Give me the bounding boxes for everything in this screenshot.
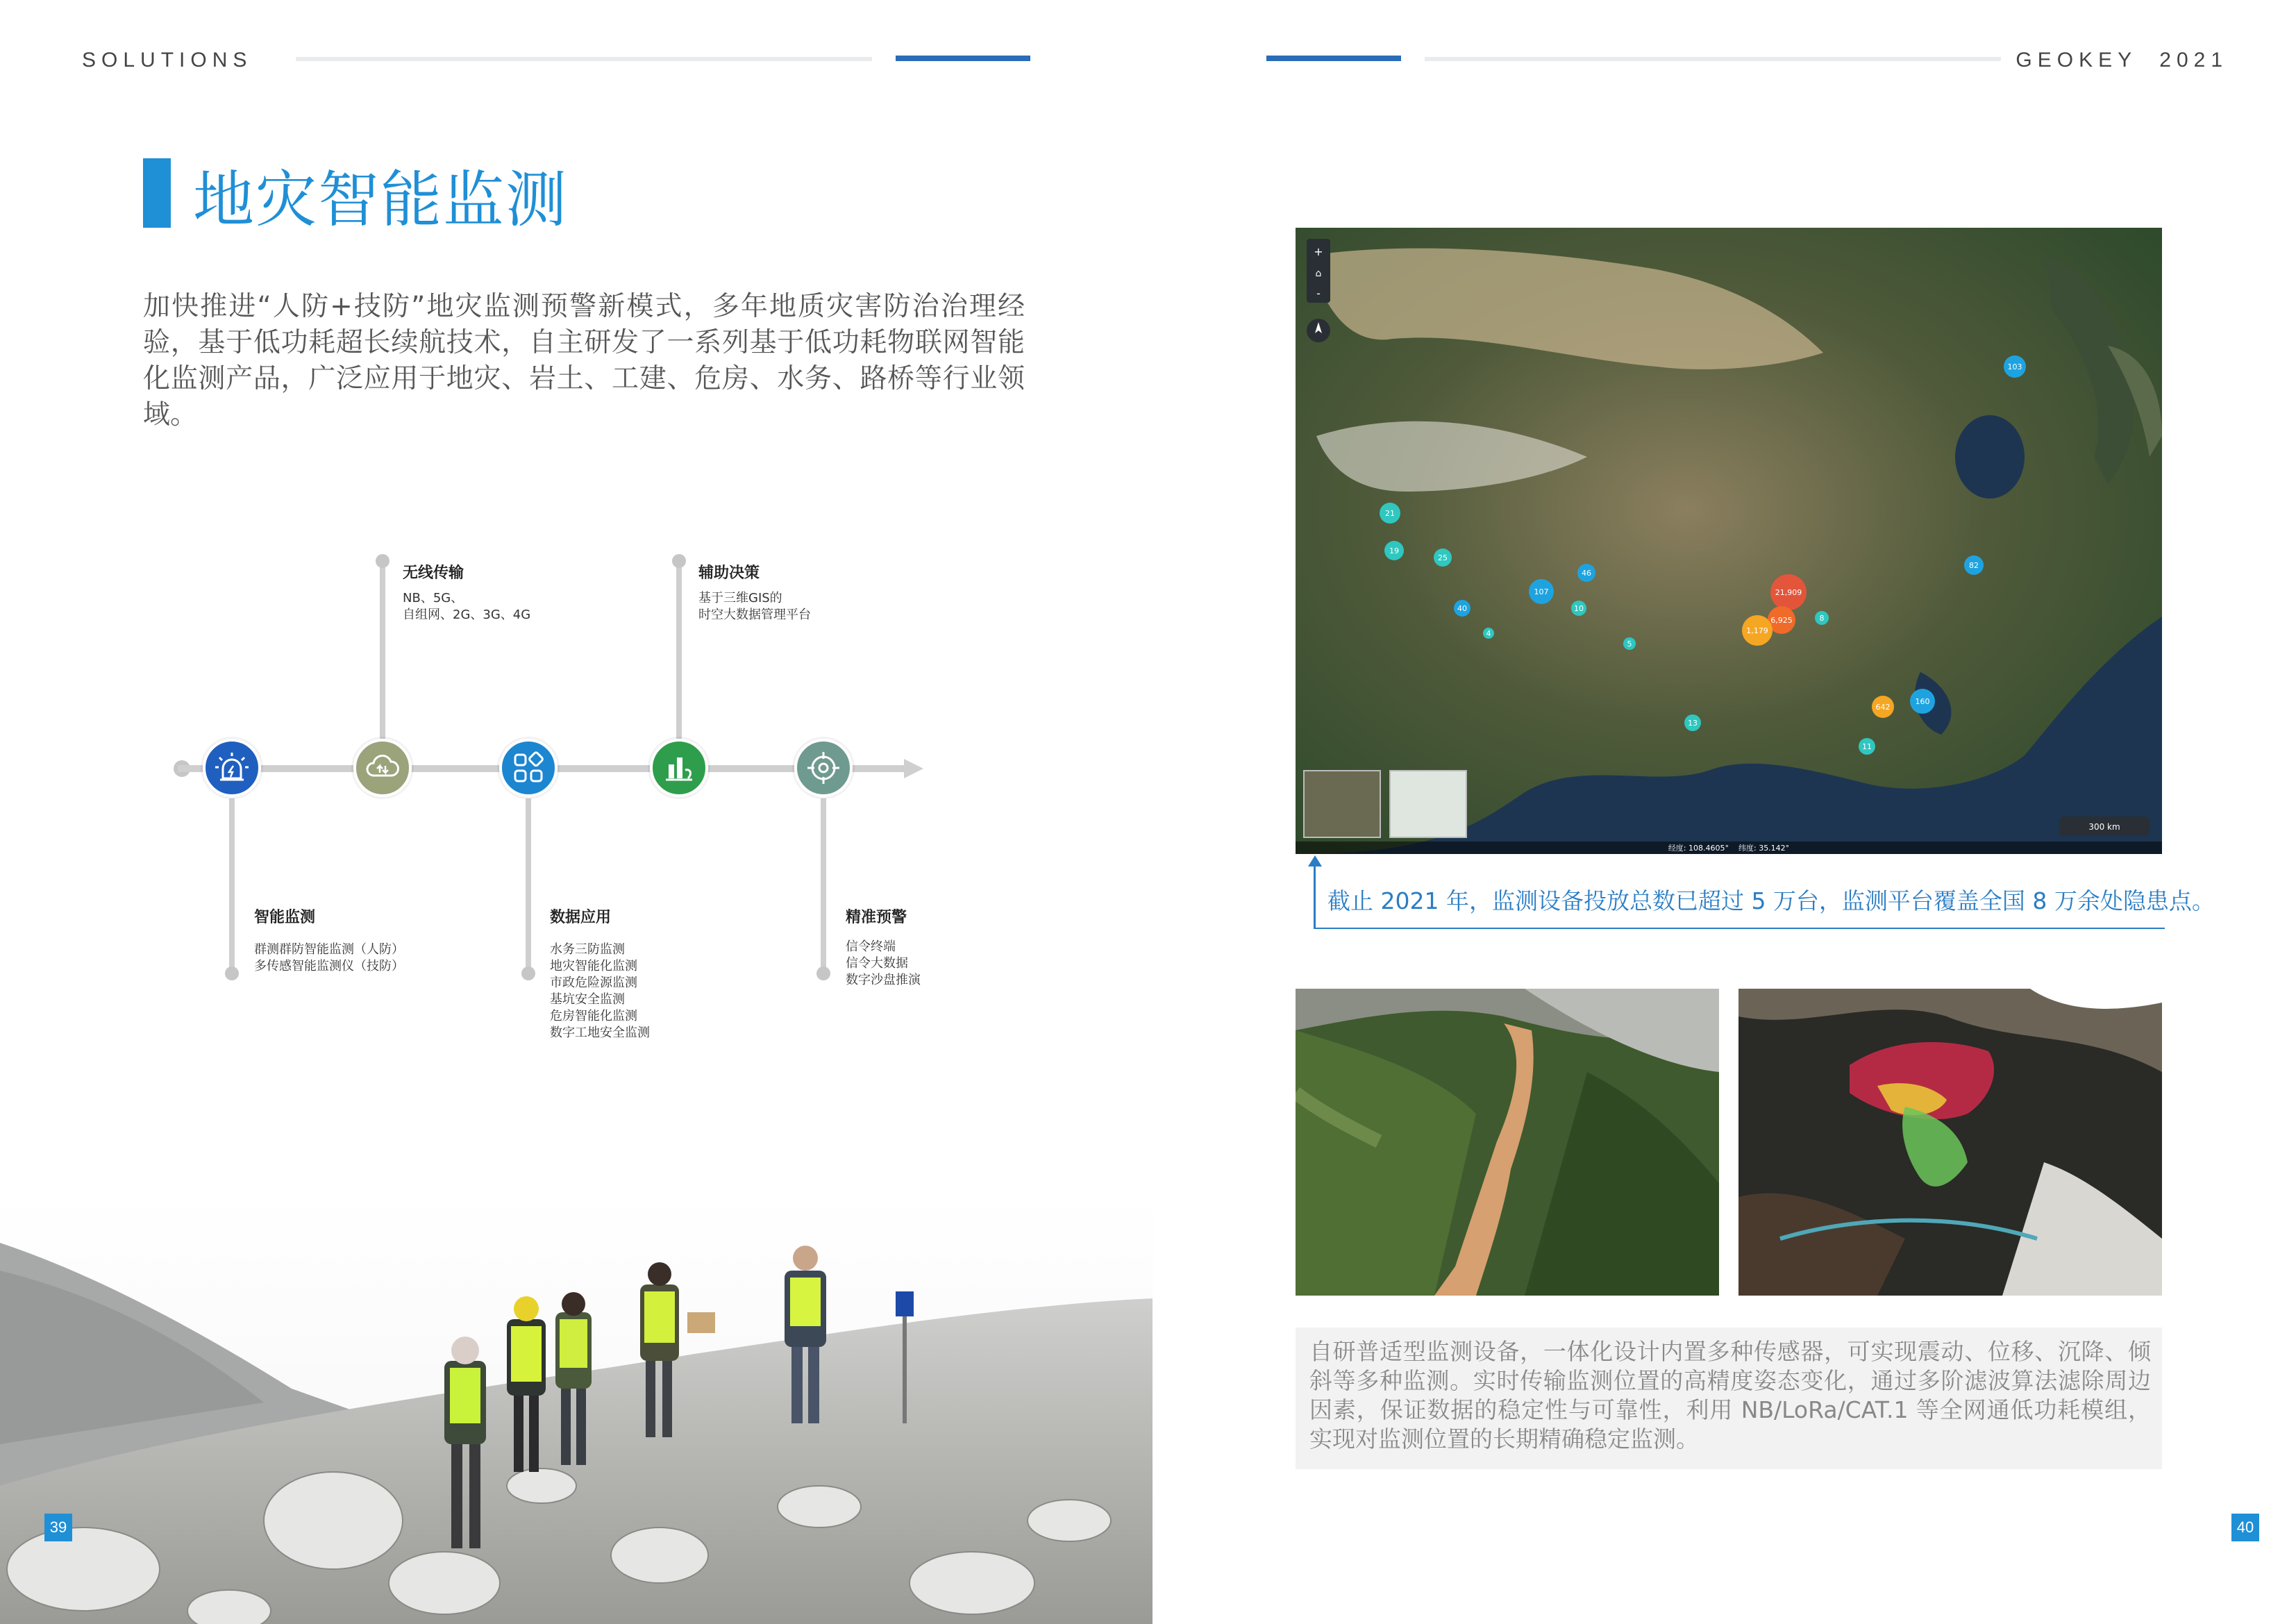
page-number-left: 39: [44, 1514, 72, 1541]
node-title: 无线传输: [403, 564, 464, 582]
node-title: 辅助决策: [698, 564, 760, 582]
home-icon[interactable]: ⌂: [1315, 268, 1322, 279]
cluster-label: 8: [1819, 614, 1825, 623]
header-accent-right: [1266, 56, 1401, 61]
cluster-label: 6,925: [1770, 616, 1793, 625]
cluster-label: 4: [1486, 629, 1491, 638]
cluster-label: 13: [1688, 719, 1698, 728]
landslide-aerial-photo: [1296, 989, 1719, 1296]
node-precise-warning: [794, 739, 853, 797]
monitoring-map: [1296, 228, 2162, 854]
node-description: 基于三维GIS的 时空大数据管理平台: [698, 591, 811, 622]
header-accent-left: [896, 56, 1030, 61]
header-divider-right: [1425, 57, 2001, 61]
target-icon: [805, 749, 842, 787]
scale-label: 300 km: [2088, 822, 2120, 832]
node-decision-support: [650, 739, 708, 797]
timeline-end-dot: [816, 966, 830, 980]
cluster-label: 19: [1389, 546, 1399, 555]
cluster-label: 642: [1875, 703, 1891, 712]
node-description: 信令终端 信令大数据 数字沙盘推演: [846, 939, 921, 987]
node-title: 数据应用: [550, 909, 612, 926]
cluster-label: 107: [1534, 587, 1549, 596]
decision-chart-icon: [660, 749, 698, 787]
node-wireless-transmission: [353, 739, 412, 797]
zoom-in-icon[interactable]: +: [1314, 245, 1323, 258]
header-divider-left: [296, 57, 872, 61]
cluster-label: 40: [1457, 604, 1467, 613]
intro-paragraph: 加快推进“人防+技防”地灾监测预警新模式，多年地质灾害防治治理经验，基于低功耗超长续航技术，自主研发了一系列基于低功耗物联网智能化监测产品，广泛应用于地灾、岩土、工建、危房、水务、路桥等行业领域。: [143, 291, 1025, 430]
landslide-3d-model: [1738, 989, 2162, 1296]
caption-underline: [1314, 928, 2165, 929]
cluster-label: 82: [1969, 561, 1979, 570]
cluster-label: 103: [2007, 362, 2022, 371]
node-smart-monitoring: [203, 739, 261, 797]
node-description: 水务三防监测 地灾智能化监测 市政危险源监测 基坑安全监测 危房智能化监测 数字工地安全监测: [550, 942, 650, 1040]
timeline-connector: [821, 798, 826, 972]
caption-connector: [1314, 861, 1316, 929]
timeline-arrow-icon: [904, 759, 923, 778]
header-solutions-label: SOLUTIONS: [82, 49, 253, 72]
timeline-end-dot: [225, 966, 239, 980]
cluster-label: 25: [1438, 553, 1448, 562]
map-caption: 截止 2021 年，监测设备投放总数已超过 5 万台，监测平台覆盖全国 8 万余处隐患点。: [1327, 887, 2215, 914]
timeline-end-dot: [521, 966, 535, 980]
alarm-icon: [213, 749, 251, 787]
cluster-label: 46: [1582, 569, 1591, 578]
field-team-photo: [0, 1194, 1153, 1624]
node-title: 精准预警: [846, 909, 907, 926]
cluster-label: 5: [1627, 639, 1632, 648]
timeline-end-dot: [376, 554, 389, 568]
timeline-end-dot: [672, 554, 686, 568]
node-title: 智能监测: [254, 909, 316, 926]
cluster-label: 10: [1574, 604, 1584, 613]
timeline-connector: [380, 561, 385, 739]
apps-grid-icon: [510, 749, 547, 787]
cluster-label: 1,179: [1746, 626, 1768, 635]
zoom-out-icon[interactable]: -: [1316, 287, 1321, 300]
node-description: 群测群防智能监测（人防） 多传感智能监测仪（技防）: [254, 942, 404, 973]
title-accent-bar: [143, 158, 171, 228]
timeline-connector: [676, 561, 682, 739]
page-number-right: 40: [2231, 1514, 2259, 1541]
cluster-label: 160: [1915, 697, 1930, 706]
cluster-label: 21,909: [1775, 588, 1802, 597]
node-description: NB、5G、 自组网、2G、3G、4G: [403, 591, 531, 622]
page-title: 地灾智能监测: [193, 164, 569, 235]
header-geokey-label: GEOKEY 2021: [2016, 49, 2228, 72]
coordinate-readout: 经度: 108.4605° 纬度: 35.142°: [1668, 844, 1790, 853]
cluster-label: 21: [1385, 509, 1395, 518]
vector-layer-thumbnail[interactable]: [1390, 771, 1466, 837]
node-data-application: [499, 739, 558, 797]
timeline-connector: [526, 798, 531, 972]
satellite-layer-thumbnail[interactable]: [1304, 771, 1380, 837]
cluster-label: 11: [1862, 742, 1872, 751]
cloud-transfer-icon: [364, 749, 401, 787]
description-text: 自研普适型监测设备，一体化设计内置多种传感器，可实现震动、位移、沉降、倾斜等多种监测。实时传输监测位置的高精度姿态变化，通过多阶滤波算法滤除周边因素，保证数据的稳定性与可靠性，利用 NB/LoRa/CAT.1 等全网通低功耗模组，实现对监测位置的长期精确稳定监测。: [1309, 1338, 2151, 1453]
timeline-connector: [229, 798, 235, 972]
